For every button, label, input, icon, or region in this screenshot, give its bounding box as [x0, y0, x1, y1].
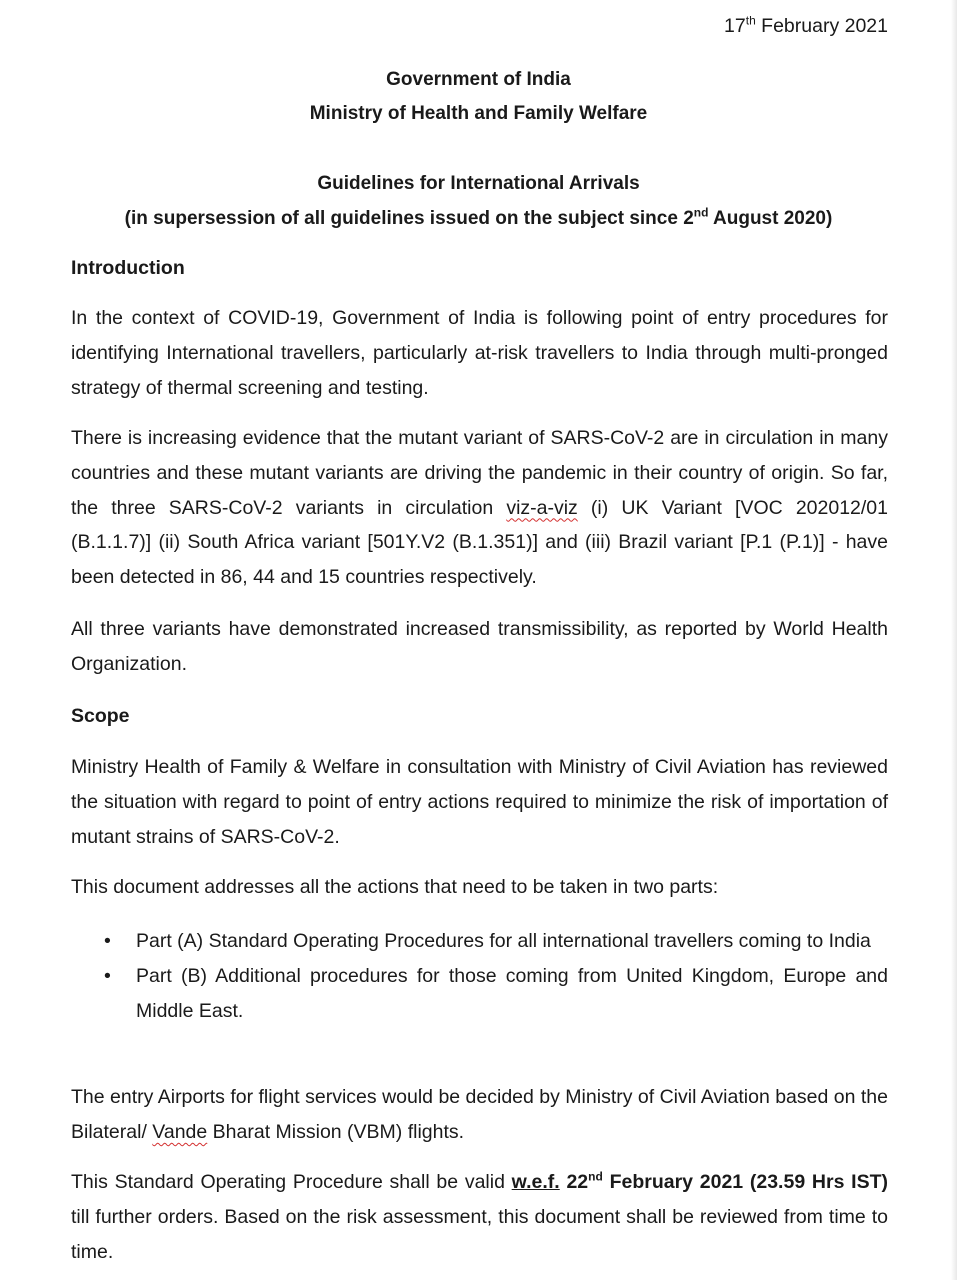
intro-paragraph-3: All three variants have demonstrated increased transmissibility, as reported by World Health Organization.	[71, 618, 888, 675]
subtitle-line: (in supersession of all guidelines issued on the subject since 2nd August 2020)	[124, 205, 833, 229]
document-header	[0, 63, 957, 131]
ministry-line: Ministry of Health and Family Welfare	[309, 103, 648, 124]
introduction-heading: Introduction	[71, 257, 185, 279]
scope-paragraph-1: Ministry Health of Family & Welfare in consultation with Ministry of Civil Aviation has reviewed the situation with regard to point of entry actions required to minimize the risk of importation of mutant strains of SARS-CoV-2.	[71, 756, 888, 848]
document-date: 17th February 2021	[724, 13, 888, 37]
title-line: Guidelines for International Arrivals	[317, 173, 640, 194]
bullet-icon: •	[104, 930, 111, 952]
bullet-icon: •	[104, 964, 111, 987]
parts-list	[104, 924, 888, 1028]
intro-paragraph-1: In the context of COVID-19, Government of India is following point of entry procedures for identifying International travellers, particularly at-risk travellers to India through multi-pronged strategy of thermal screening and testing.	[71, 307, 888, 399]
scope-paragraph-4: This Standard Operating Procedure shall be valid w.e.f. 22nd February 2021 (23.59 Hrs IST) till further orders. Based on the risk assessment, this document shall be reviewed from time to time.	[71, 1169, 888, 1263]
scope-paragraph-2: This document addresses all the actions that need to be taken in two parts:	[71, 876, 719, 898]
government-line: Government of India	[386, 69, 571, 90]
scope-paragraph-3: The entry Airports for flight services would be decided by Ministry of Civil Aviation based on the Bilateral/ Vande Bharat Mission (VBM) flights.	[71, 1086, 888, 1143]
document-title	[0, 167, 957, 236]
page-edge-shadow	[951, 0, 957, 1280]
scope-heading: Scope	[71, 705, 130, 727]
list-item: • Part (B) Additional procedures for those coming from United Kingdom, Europe and Middle East.	[104, 959, 888, 1029]
list-item: • Part (A) Standard Operating Procedures for all international travellers coming to India	[104, 924, 888, 959]
intro-paragraph-2: There is increasing evidence that the mutant variant of SARS-CoV-2 are in circulation in many countries and these mutant variants are driving the pandemic in their country of origin. So far, the three SARS-CoV-2 variants in circulation viz-a-viz (i) UK Variant [VOC 202012/01 (B.1.1.7)] (ii) South Africa variant [501Y.V2 (B.1.351)] and (iii) Brazil variant [P.1 (P.1)] - have been detected in 86, 44 and 15 countries respectively.	[71, 427, 889, 589]
